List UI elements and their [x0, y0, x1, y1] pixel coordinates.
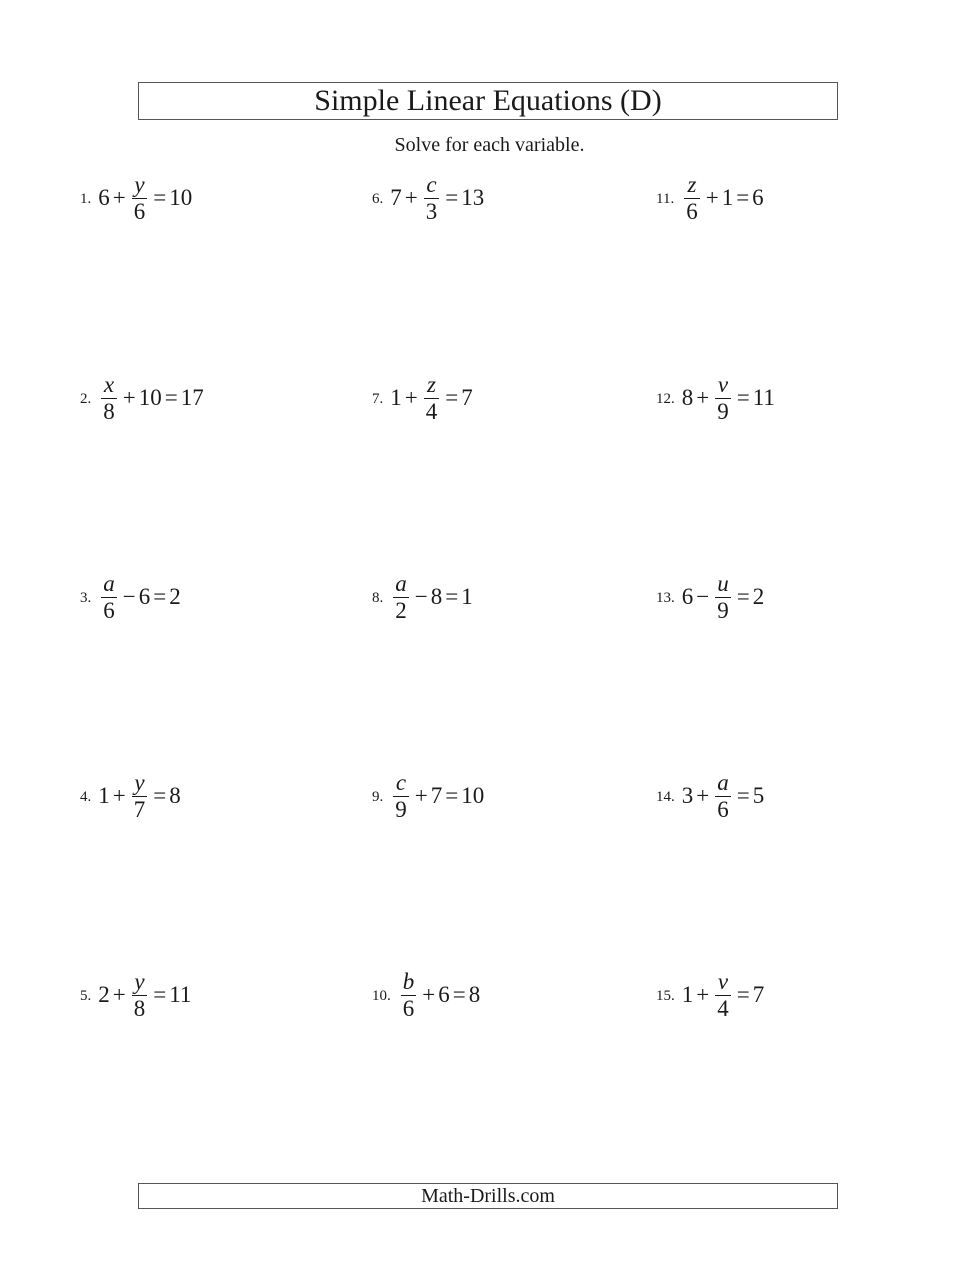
fraction-numerator: b — [402, 968, 415, 994]
equation-constant: 6 — [681, 584, 694, 609]
equation-constant: 7 — [390, 185, 402, 210]
fraction — [715, 770, 731, 823]
problem-number: 3. — [80, 589, 92, 606]
fraction-denominator: 6 — [717, 796, 729, 822]
equation-result: 2 — [752, 584, 765, 609]
problem-12 — [656, 368, 775, 428]
equation — [682, 571, 764, 624]
fraction-numerator: u — [717, 570, 729, 596]
equation-operator: + — [122, 385, 136, 410]
equals-sign: = — [452, 982, 466, 1007]
equals-sign: = — [153, 982, 167, 1007]
fraction-denominator: 9 — [717, 597, 729, 623]
equation-result: 5 — [752, 783, 765, 808]
problem-number: 10. — [372, 987, 391, 1004]
fraction — [424, 172, 440, 225]
equation-constant: 10 — [138, 385, 162, 410]
equation-result: 7 — [461, 385, 473, 410]
fraction-numerator: c — [426, 171, 437, 197]
problem-number: 2. — [80, 390, 92, 407]
equation — [682, 372, 775, 425]
equation-operator: + — [404, 185, 418, 210]
problem-number: 15. — [656, 987, 675, 1004]
fraction-denominator: 6 — [686, 198, 698, 224]
equation-constant: 6 — [438, 982, 450, 1007]
equation-operator: + — [112, 982, 126, 1007]
fraction-denominator: 8 — [133, 995, 146, 1021]
equation — [398, 969, 480, 1022]
problem-10 — [372, 965, 480, 1025]
fraction-numerator: z — [427, 371, 436, 397]
problem-14 — [656, 766, 764, 826]
problem-number: 4. — [80, 788, 92, 805]
fraction-numerator: y — [134, 171, 145, 197]
fraction-denominator: 4 — [717, 995, 729, 1021]
equation-operator: + — [404, 385, 418, 410]
equation-constant: 8 — [681, 385, 694, 410]
problem-4 — [80, 766, 181, 826]
fraction — [101, 372, 117, 425]
fraction — [715, 571, 731, 624]
fraction-denominator: 3 — [425, 198, 438, 224]
problem-1 — [80, 168, 192, 228]
equation-operator: + — [696, 783, 710, 808]
equation — [390, 172, 484, 225]
fraction-numerator: y — [134, 769, 145, 795]
equation-result: 13 — [461, 185, 485, 210]
fraction-denominator: 8 — [103, 398, 115, 424]
equation-operator: + — [414, 783, 428, 808]
fraction-numerator: x — [103, 371, 115, 397]
equation — [390, 571, 472, 624]
equation — [98, 770, 180, 823]
equation-constant: 1 — [721, 185, 734, 210]
equals-sign: = — [445, 185, 459, 210]
fraction — [684, 172, 700, 225]
equation-constant: 7 — [430, 783, 443, 808]
equation — [681, 172, 763, 225]
equation-operator: + — [705, 185, 719, 210]
fraction — [424, 372, 440, 425]
equation — [98, 172, 192, 225]
problem-number: 6. — [372, 190, 384, 207]
fraction — [401, 969, 417, 1022]
fraction-numerator: v — [717, 371, 729, 397]
problem-8 — [372, 567, 473, 627]
fraction-numerator: a — [717, 769, 729, 795]
equation-result: 11 — [752, 385, 775, 410]
fraction — [715, 372, 731, 425]
problem-15 — [656, 965, 764, 1025]
equation-operator: + — [112, 783, 126, 808]
equation-constant: 2 — [98, 982, 110, 1007]
equation-operator: + — [422, 982, 436, 1007]
equals-sign: = — [736, 385, 750, 410]
fraction-numerator: a — [395, 570, 407, 596]
problem-number: 7. — [372, 390, 384, 407]
fraction-numerator: z — [687, 171, 697, 197]
problem-number: 11. — [656, 190, 675, 207]
fraction — [132, 172, 148, 225]
equation-constant: 1 — [98, 783, 110, 808]
fraction-numerator: y — [134, 968, 145, 994]
equation-operator: + — [696, 385, 710, 410]
problem-number: 5. — [80, 987, 92, 1004]
footer-site-name: Math-Drills.com — [138, 1183, 838, 1209]
equation-constant: 3 — [681, 783, 694, 808]
problem-9 — [372, 766, 484, 826]
equals-sign: = — [153, 185, 167, 210]
fraction — [132, 770, 148, 823]
fraction-numerator: v — [717, 968, 729, 994]
equation-operator: − — [414, 584, 428, 609]
equation-constant: 8 — [430, 584, 443, 609]
fraction — [393, 571, 409, 624]
fraction-denominator: 4 — [425, 398, 438, 424]
problem-number: 14. — [656, 788, 675, 805]
equals-sign: = — [736, 185, 750, 210]
problem-13 — [656, 567, 764, 627]
worksheet-title: Simple Linear Equations (D) — [138, 82, 838, 120]
equals-sign: = — [736, 982, 750, 1007]
equation-operator: − — [696, 584, 710, 609]
problem-3 — [80, 567, 181, 627]
problem-number: 13. — [656, 589, 675, 606]
equals-sign: = — [736, 783, 750, 808]
equation-result: 2 — [169, 584, 181, 609]
equation-operator: + — [112, 185, 126, 210]
equals-sign: = — [445, 584, 459, 609]
equation-operator: − — [122, 584, 136, 609]
problem-number: 9. — [372, 788, 384, 805]
instructions: Solve for each variable. — [394, 134, 585, 156]
equation-result: 8 — [169, 783, 181, 808]
equals-sign: = — [445, 783, 459, 808]
equation-constant: 6 — [138, 584, 151, 609]
fraction — [132, 969, 148, 1022]
problem-7 — [372, 368, 473, 428]
fraction-denominator: 2 — [395, 597, 407, 623]
equals-sign: = — [164, 385, 178, 410]
fraction-denominator: 9 — [395, 796, 407, 822]
equation-operator: + — [696, 982, 710, 1007]
equation — [390, 770, 484, 823]
fraction-numerator: a — [103, 570, 115, 596]
fraction — [101, 571, 117, 624]
fraction-denominator: 9 — [717, 398, 729, 424]
equals-sign: = — [736, 584, 750, 609]
fraction-denominator: 6 — [103, 597, 115, 623]
equation-result: 10 — [169, 185, 193, 210]
problem-5 — [80, 965, 191, 1025]
fraction-denominator: 6 — [402, 995, 415, 1021]
equation-result: 11 — [169, 982, 192, 1007]
fraction-denominator: 6 — [133, 198, 146, 224]
equation-result: 10 — [461, 783, 485, 808]
problem-11 — [656, 168, 764, 228]
equation-constant: 1 — [681, 982, 694, 1007]
equation-result: 7 — [752, 982, 765, 1007]
fraction — [393, 770, 409, 823]
equals-sign: = — [445, 385, 459, 410]
equals-sign: = — [153, 584, 167, 609]
equation-constant: 1 — [390, 385, 402, 410]
problem-6 — [372, 168, 484, 228]
equation — [390, 372, 472, 425]
equation-result: 6 — [752, 185, 764, 210]
equation-result: 17 — [180, 385, 204, 410]
problem-number: 1. — [80, 190, 92, 207]
equation — [98, 372, 203, 425]
problem-number: 8. — [372, 589, 384, 606]
equation — [98, 571, 180, 624]
problem-number: 12. — [656, 390, 675, 407]
equals-sign: = — [153, 783, 167, 808]
fraction-denominator: 7 — [133, 796, 146, 822]
problem-2 — [80, 368, 204, 428]
equation-constant: 6 — [98, 185, 110, 210]
equation-result: 1 — [461, 584, 473, 609]
equation — [682, 969, 764, 1022]
fraction — [715, 969, 731, 1022]
equation-result: 8 — [468, 982, 481, 1007]
equation — [98, 969, 191, 1022]
fraction-numerator: c — [395, 769, 407, 795]
equation — [682, 770, 764, 823]
